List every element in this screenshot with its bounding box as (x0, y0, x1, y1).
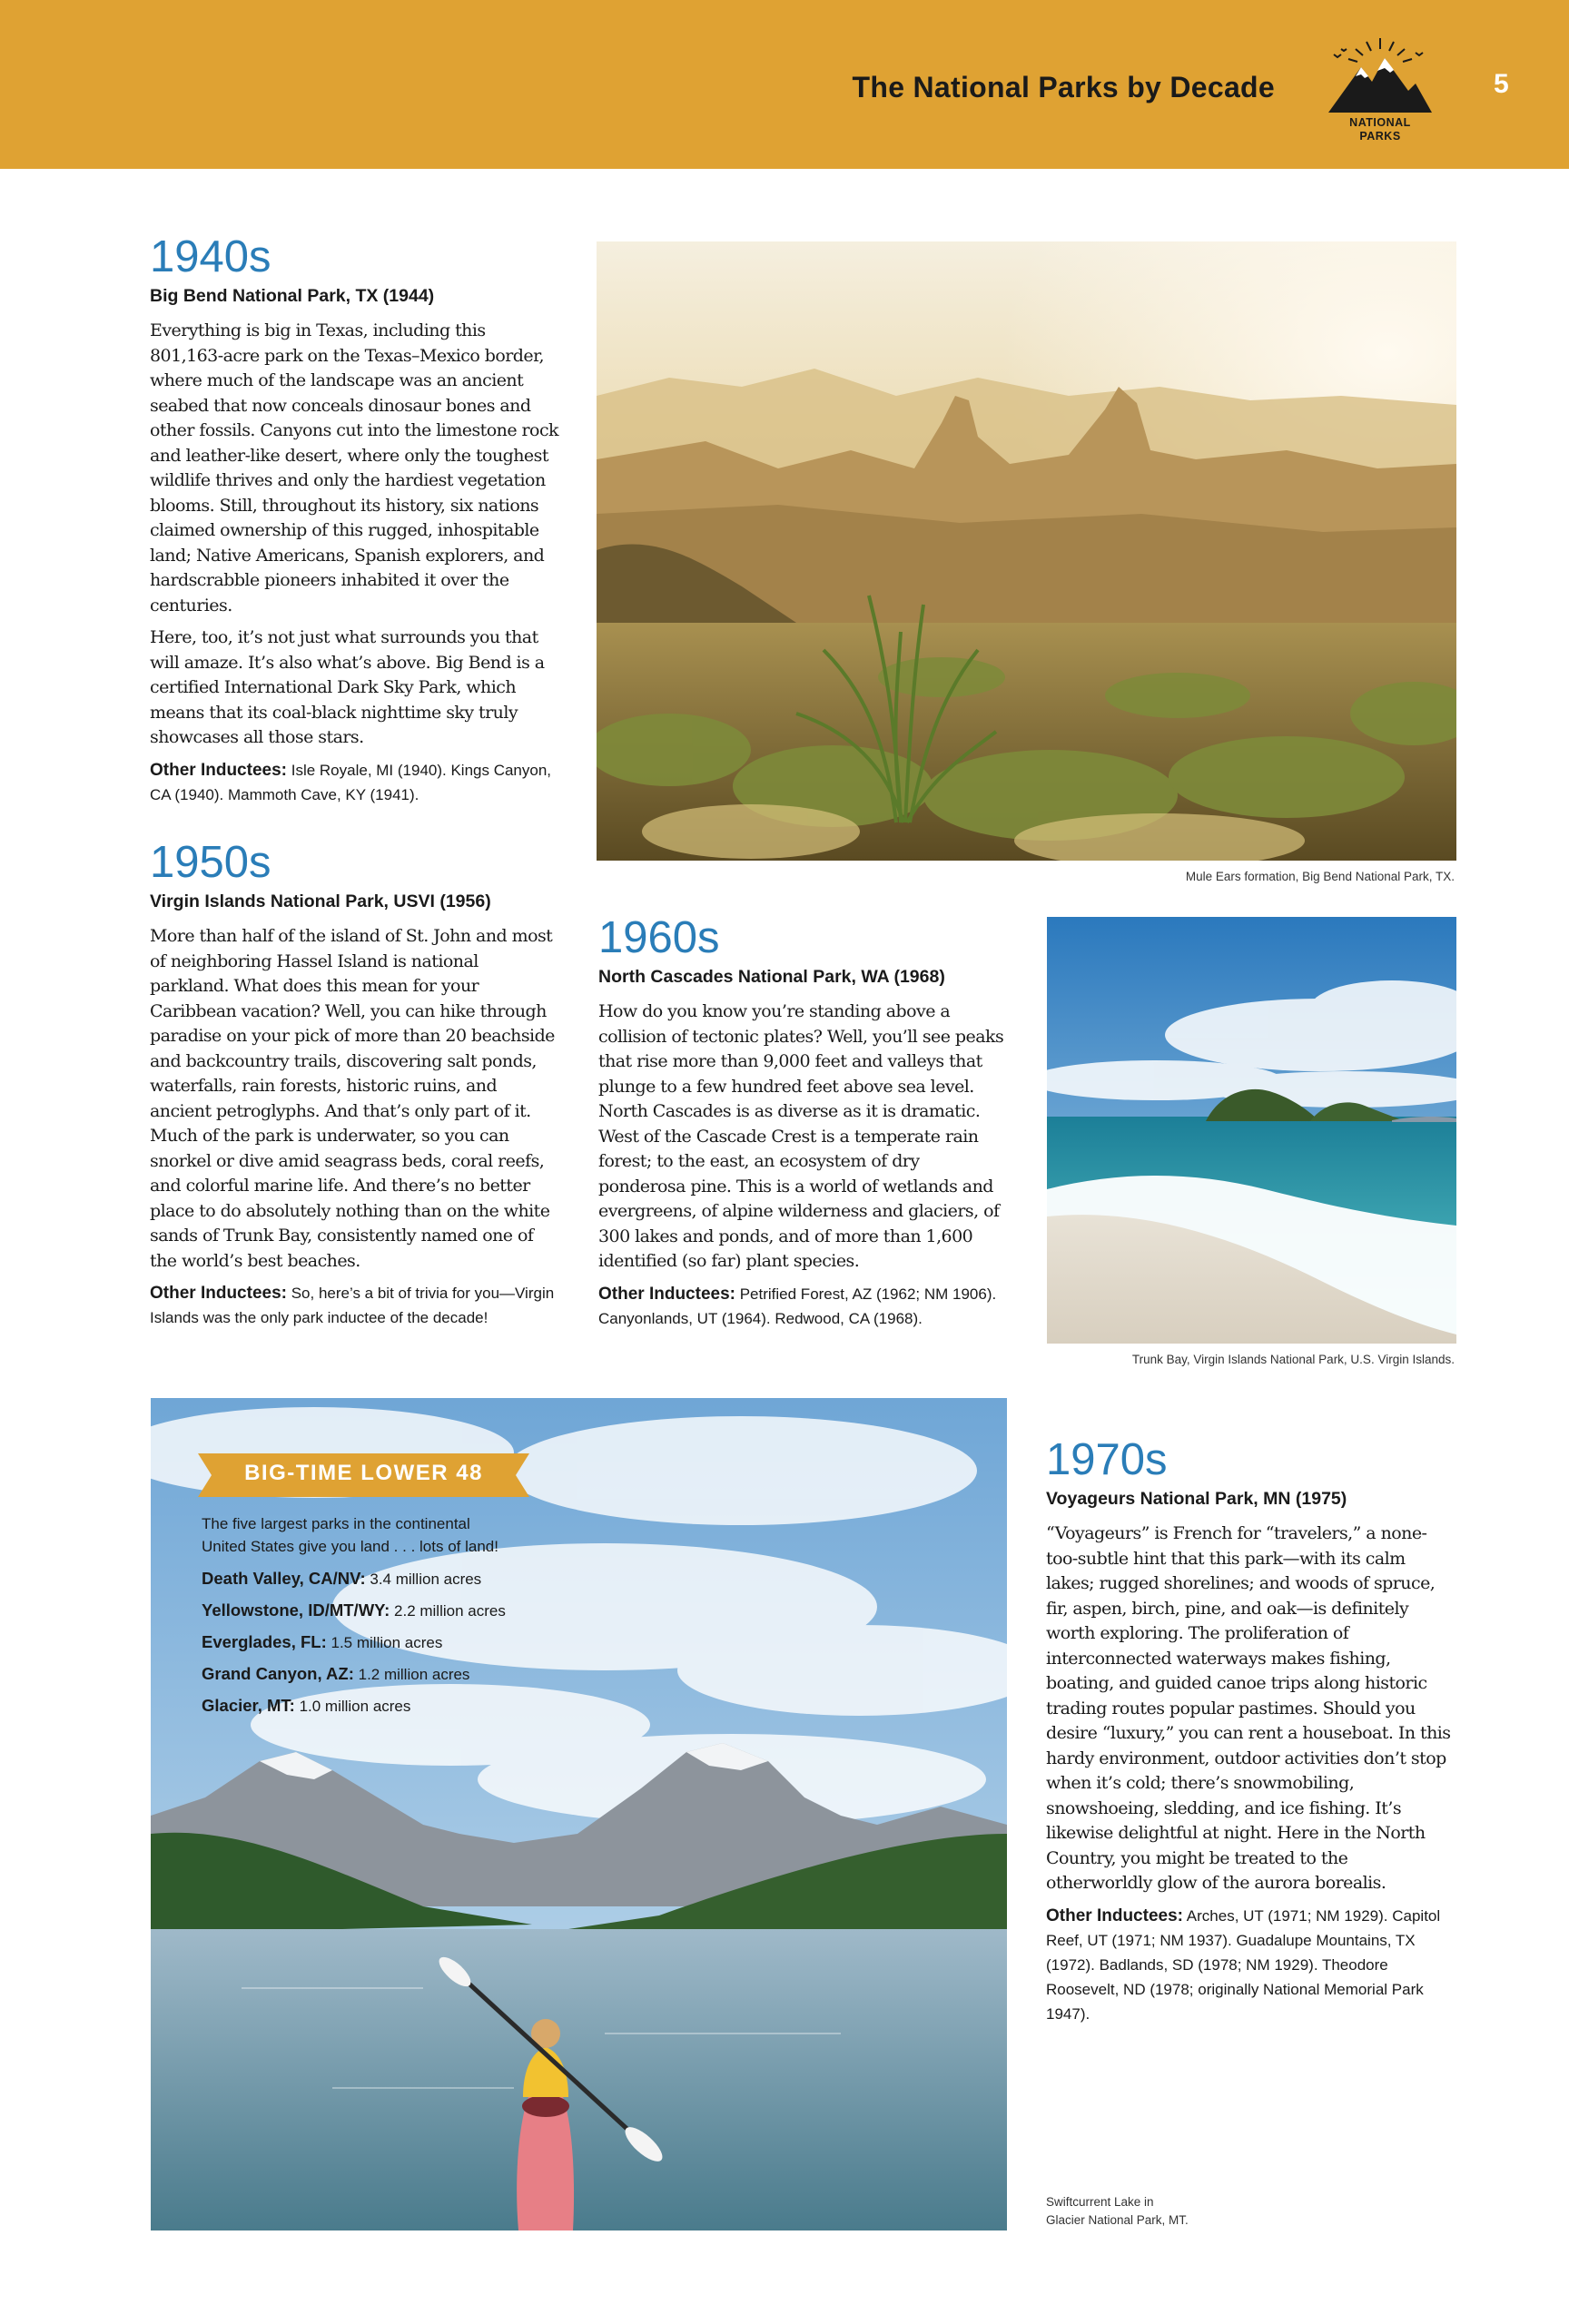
logo-text-parks: PARKS (1359, 130, 1401, 143)
mountain-logo-icon (1321, 34, 1439, 116)
park-title: Voyageurs National Park, MN (1975) (1046, 1489, 1347, 1509)
park-name: Everglades, FL: (202, 1632, 327, 1651)
body-paragraph: Everything is big in Texas, including this 801,163-acre park on the Texas–Mexico border, where much of the landscape was an ancient seabed that now conceals dinosaur bones and other fossils. Canyons cut into the limestone rock and leather-like desert, where only the toughest wildlife thrives and only the hardiest vegetation blooms. Still, throughout its history, six nations claimed ownership of this rugged, inhospitable land; Native Americans, Spanish explorers, and hardscrabble pioneers inhabited it over the centuries. (150, 320, 559, 615)
decade-heading: 1940s (150, 232, 271, 281)
largest-parks-sidebar (202, 1512, 565, 1722)
decade-heading: 1950s (150, 838, 271, 887)
big-time-lower-48-banner (198, 1448, 529, 1502)
park-title: Big Bend National Park, TX (1944) (150, 286, 435, 306)
list-item (202, 1595, 565, 1627)
big-bend-photo (597, 241, 1456, 861)
banner-title: BIG-TIME LOWER 48 (244, 1461, 483, 1485)
park-name: Grand Canyon, AZ: (202, 1664, 354, 1683)
glacier-lake-caption (1046, 2193, 1189, 2230)
page-header (0, 0, 1569, 169)
list-item (202, 1627, 565, 1659)
caption-line2: Glacier National Park, MT. (1046, 2213, 1189, 2227)
body-paragraph: Here, too, it’s not just what surrounds you that will amaze. It’s also what’s above. Big Bend is a certified International Dark Sky Park, which means that its coal-black nighttime sky truly showcases all those stars. (150, 627, 545, 747)
park-acres: 1.2 million acres (358, 1666, 470, 1683)
list-item (202, 1563, 565, 1595)
national-parks-logo (1321, 34, 1439, 145)
body-paragraph: More than half of the island of St. John and most of neighboring Hassel Island is national parkland. What does this mean for your Caribbean vacation? Well, you can hike through paradise on your pick of more than 20 beachside and backcountry trails, discovering salt ponds, waterfalls, rain forests, historic ruins, and ancient petroglyphs. And that’s only part of it. Much of the park is underwater, so you can snorkel or dive amid seagrass beds, coral reefs, and colorful marine life. And there’s no better place to do absolutely nothing than on the white sands of Trunk Bay, consistently named one of the world’s best beaches. (150, 926, 555, 1271)
park-acres: 1.5 million acres (331, 1634, 443, 1651)
other-inductees (150, 758, 560, 807)
inductees-label: Other Inductees: (150, 1284, 287, 1303)
inductees-label: Other Inductees: (1046, 1905, 1183, 1925)
section-1940s (150, 231, 560, 807)
park-name: Yellowstone, ID/MT/WY: (202, 1600, 390, 1620)
inductees-label: Other Inductees: (598, 1284, 735, 1304)
section-1950s (150, 837, 560, 1330)
park-name: Glacier, MT: (202, 1696, 295, 1715)
body-paragraph: How do you know you’re standing above a collision of tectonic plates? Well, you’ll see peaks that rise more than 9,000 feet and valleys that plunge to a few hundred feet above sea level. North Cascades is as diverse as it is dramatic. West of the Cascade Crest is a temperate rain forest; to the east, an ecosystem of dry ponderosa pine. This is a world of wetlands and evergreens, of alpine wilderness and glaciers, of 300 lakes and ponds, and of more than 1,600 identified (so far) plant species. (598, 1001, 1004, 1271)
inductees-text: Petrified Forest, AZ (1962; NM 1906). Canyonlands, UT (1964). Redwood, CA (1968). (598, 1285, 997, 1327)
caption-line1: Swiftcurrent Lake in (1046, 2195, 1154, 2209)
sidebar-intro-line1: The five largest parks in the continental (202, 1515, 470, 1532)
trunk-bay-caption: Trunk Bay, Virgin Islands National Park, U.S. Virgin Islands. (1131, 1353, 1455, 1366)
inductees-text: So, here’s a bit of trivia for you—Virgin Islands was the only park inductee of the decade! (150, 1285, 555, 1326)
sidebar-intro (202, 1512, 565, 1558)
inductees-label: Other Inductees: (150, 760, 287, 780)
trunk-bay-photo (1047, 917, 1456, 1344)
body-paragraph: “Voyageurs” is French for “travelers,” a none-too-subtle hint that this park—with its calm lakes; rugged shorelines; and woods of spruce, fir, aspen, birch, pine, and oak—is definitely worth exploring. The proliferation of interconnected waterways makes fishing, boating, and guided canoe trips along historic trading routes popular pastimes. Should you desire “luxury,” you can rent a houseboat. In this hardy environment, outdoor activities don’t stop when it’s cold; there’s snowmobiling, snowshoeing, sledding, and ice fishing. It’s likewise delightful at night. Here in the North Country, you might be treated to the otherworldly glow of the aurora borealis. (1046, 1523, 1451, 1893)
section-1970s (1046, 1434, 1456, 2026)
list-item (202, 1659, 565, 1690)
decade-heading: 1960s (598, 913, 720, 962)
decade-heading: 1970s (1046, 1435, 1168, 1484)
inductees-text: Isle Royale, MI (1940). Kings Canyon, CA (1940). Mammoth Cave, KY (1941). (150, 761, 552, 803)
list-item (202, 1690, 565, 1722)
park-title: Virgin Islands National Park, USVI (1956) (150, 891, 491, 911)
park-title: North Cascades National Park, WA (1968) (598, 967, 945, 987)
section-1960s (598, 912, 1009, 1331)
park-acres: 2.2 million acres (394, 1602, 506, 1620)
page-number: 5 (1494, 69, 1509, 99)
logo-text-national: NATIONAL (1349, 116, 1411, 129)
park-acres: 1.0 million acres (299, 1698, 411, 1715)
inductees-text: Arches, UT (1971; NM 1929). Capitol Reef, UT (1971; NM 1937). Guadalupe Mountains, TX (1972). Badlands, SD (1978; NM 1929). Theodore Roosevelt, ND (1978; originally National Memorial Park 1947). (1046, 1906, 1441, 2023)
other-inductees (598, 1282, 1009, 1331)
big-bend-caption: Mule Ears formation, Big Bend National Park, TX. (1185, 870, 1455, 883)
other-inductees (150, 1281, 560, 1330)
page-title: The National Parks by Decade (852, 71, 1275, 103)
other-inductees (1046, 1904, 1456, 2026)
park-name: Death Valley, CA/NV: (202, 1569, 366, 1588)
park-acres: 3.4 million acres (370, 1571, 482, 1588)
sidebar-intro-line2: United States give you land . . . lots of land! (202, 1538, 498, 1555)
